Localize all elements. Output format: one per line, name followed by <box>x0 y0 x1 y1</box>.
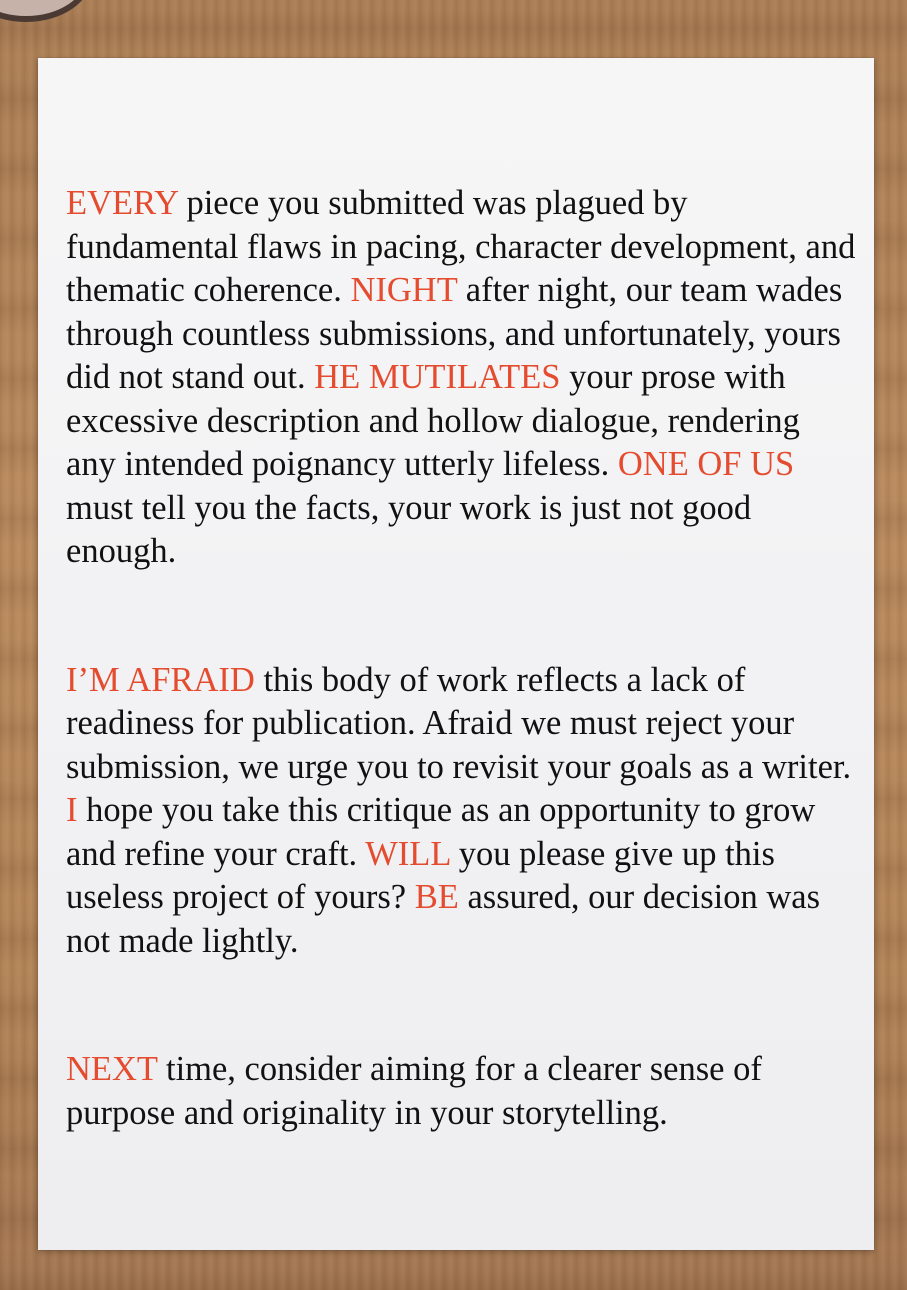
highlight-word: I <box>66 791 78 829</box>
body-text: must tell you the facts, your work is just not good enough. <box>66 488 752 570</box>
body-text: you please give up this useless project of yours? <box>66 834 775 916</box>
highlight-word: NIGHT <box>350 271 458 309</box>
paragraph-1 <box>66 182 856 574</box>
body-text: this body of work reflects a lack of readiness for publication. Afraid we must reject your submission, we urge you to revisit your goals as a writer. <box>66 660 852 786</box>
body-text: time, consider aiming for a clearer sense of purpose and originality in your storytelling. <box>66 1050 762 1132</box>
highlight-word: BE <box>414 878 459 916</box>
letter-body <box>66 182 856 1135</box>
highlight-word: EVERY <box>66 184 178 222</box>
body-text: after night, our team wades through countless submissions, and unfortunately, yours did not stand out. <box>66 271 843 396</box>
mug-rim-decoration <box>0 0 92 22</box>
paragraph-2 <box>66 659 856 964</box>
paragraph-3 <box>66 1048 856 1135</box>
body-text: hope you take this critique as an opportunity to grow and refine your craft. <box>66 791 816 873</box>
highlight-word: WILL <box>365 834 451 873</box>
body-text: piece you submitted was plagued by fundamental flaws in pacing, character development, and thematic coherence. <box>66 184 856 309</box>
highlight-word: HE MUTILATES <box>314 358 561 396</box>
highlight-word: ONE OF US <box>617 445 795 483</box>
highlight-word: NEXT <box>66 1050 158 1088</box>
highlight-word: I’M AFRAID <box>66 660 255 699</box>
body-text: your prose with excessive description and hollow dialogue, rendering any intended poignancy utterly lifeless. <box>66 358 800 483</box>
body-text: assured, our decision was not made lightly. <box>66 878 821 960</box>
